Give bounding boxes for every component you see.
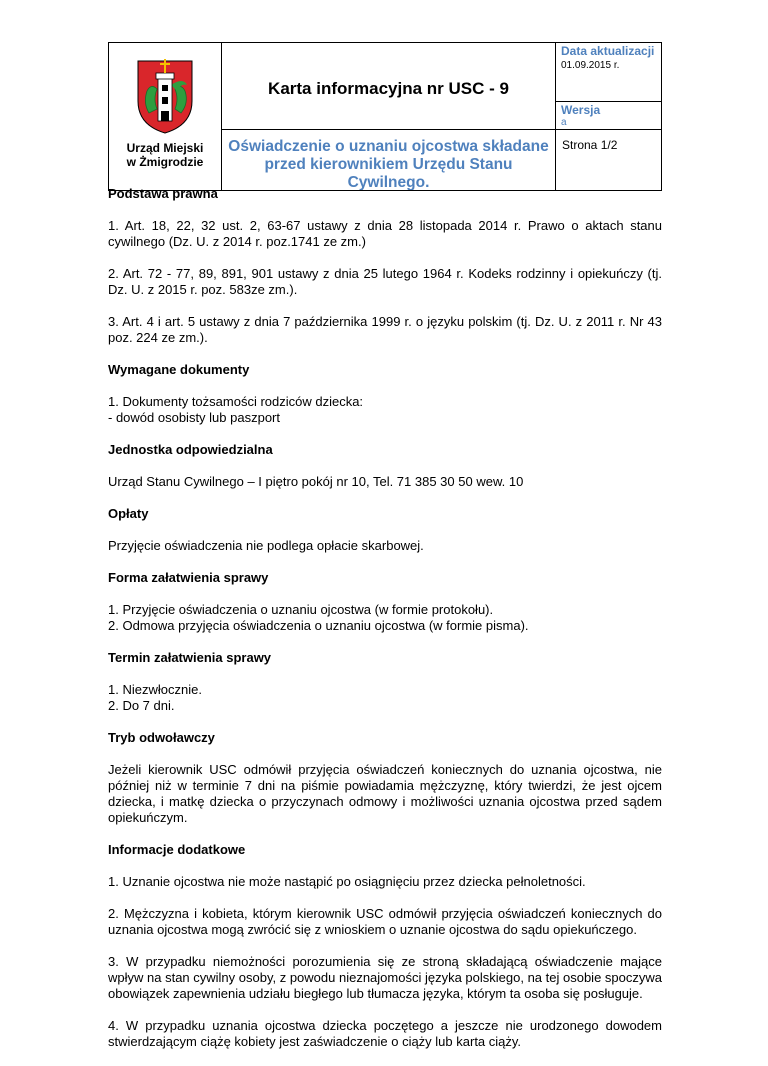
form-list [108, 602, 662, 634]
deadline-line-1: 1. Niezwłocznie. [108, 682, 202, 697]
update-date: 01.09.2015 r. [561, 60, 620, 71]
card-title: Karta informacyjna nr USC - 9 [268, 79, 509, 98]
title-cell [222, 43, 556, 130]
section-heading-form: Forma załatwienia sprawy [108, 570, 269, 585]
subject-cell [222, 130, 556, 191]
header-table [108, 42, 662, 191]
section-heading-additional: Informacje dodatkowe [108, 842, 246, 857]
version-label: Wersja [561, 103, 601, 117]
section-heading-fees: Opłaty [108, 506, 149, 521]
fees-text: Przyjęcie oświadczenia nie podlega opłacie skarbowej. [108, 538, 424, 553]
additional-item-4: 4. W przypadku uznania ojcostwa dziecka poczętego a jeszcze nie urodzonego dowodem stwierdzającym ciążę kobiety jest zaświadczenie o ciąży lub karta ciąży. [108, 1018, 662, 1049]
section-heading-documents: Wymagane dokumenty [108, 362, 250, 377]
office-line-1: Urząd Miejski [126, 141, 204, 155]
version-value: a [561, 117, 567, 128]
appeal-text: Jeżeli kierownik USC odmówił przyjęcia oświadczeń koniecznych do uznania ojcostwa, nie później niż w terminie 7 dni na piśmie powiadamia mężczyznę, który twierdzi, że jest ojcem dziecka, i matkę dziecka o przyczynach odmowy i możliwości uznania ojcostwa przed sądem opiekuńczym. [108, 762, 662, 825]
deadline-list [108, 682, 662, 714]
version-cell [556, 102, 662, 130]
document-body [108, 186, 662, 1066]
section-heading-legal-basis: Podstawa prawna [108, 186, 218, 201]
form-line-2: 2. Odmowa przyjęcia oświadczenia o uznaniu ojcostwa (w formie pisma). [108, 618, 529, 633]
documents-line-2: - dowód osobisty lub paszport [108, 410, 280, 425]
section-heading-deadline: Termin załatwienia sprawy [108, 650, 272, 665]
legal-basis-item-2: 2. Art. 72 - 77, 89, 891, 901 ustawy z dnia 25 lutego 1964 r. Kodeks rodzinny i opiekuńczy (tj. Dz. U. z 2015 r. poz. 583ze zm.). [108, 266, 662, 297]
document-subject: Oświadczenie o uznaniu ojcostwa składane przed kierownikiem Urzędu Stanu Cywilnego. [228, 138, 549, 190]
legal-basis-item-1: 1. Art. 18, 22, 32 ust. 2, 63-67 ustawy z dnia 28 listopada 2014 r. Prawo o aktach stanu cywilnego (Dz. U. z 2014 r. poz.1741 ze zm.) [108, 218, 662, 249]
update-label: Data aktualizacji [561, 44, 655, 58]
office-line-2: w Żmigrodzie [126, 155, 204, 169]
additional-item-1: 1. Uznanie ojcostwa nie może nastąpić po osiągnięciu przez dziecka pełnoletności. [108, 874, 586, 889]
update-cell [556, 43, 662, 102]
form-line-1: 1. Przyjęcie oświadczenia o uznaniu ojcostwa (w formie protokołu). [108, 602, 494, 617]
documents-list [108, 394, 662, 426]
logo-cell [109, 43, 222, 191]
office-name [109, 141, 221, 169]
deadline-line-2: 2. Do 7 dni. [108, 698, 175, 713]
section-heading-unit: Jednostka odpowiedzialna [108, 442, 273, 457]
additional-item-2: 2. Mężczyzna i kobieta, którym kierownik USC odmówił przyjęcia oświadczeń koniecznych do uznania ojcostwa mogą zwrócić się z wnioskiem o uznanie ojcostwa do sądu opiekuńczego. [108, 906, 662, 937]
coat-of-arms-icon [135, 55, 195, 135]
legal-basis-item-3: 3. Art. 4 i art. 5 ustawy z dnia 7 października 1999 r. o języku polskim (tj. Dz. U. z 2011 r. Nr 43 poz. 224 ze zm.). [108, 314, 662, 345]
unit-text: Urząd Stanu Cywilnego – I piętro pokój nr 10, Tel. 71 385 30 50 wew. 10 [108, 474, 524, 489]
page-number: Strona 1/2 [562, 138, 618, 152]
section-heading-appeal: Tryb odwoławczy [108, 730, 215, 745]
additional-item-3: 3. W przypadku niemożności porozumienia się ze stroną składającą oświadczenie mające wpływ na stan cywilny osoby, z powodu nieznajomości języka polskiego, na tej osobie spoczywa obowiązek zapewnienia udziału biegłego lub tłumacza języka, którym ta osoba się posługuje. [108, 954, 662, 1001]
documents-line-1: 1. Dokumenty tożsamości rodziców dziecka: [108, 394, 364, 409]
page-cell [556, 130, 662, 191]
